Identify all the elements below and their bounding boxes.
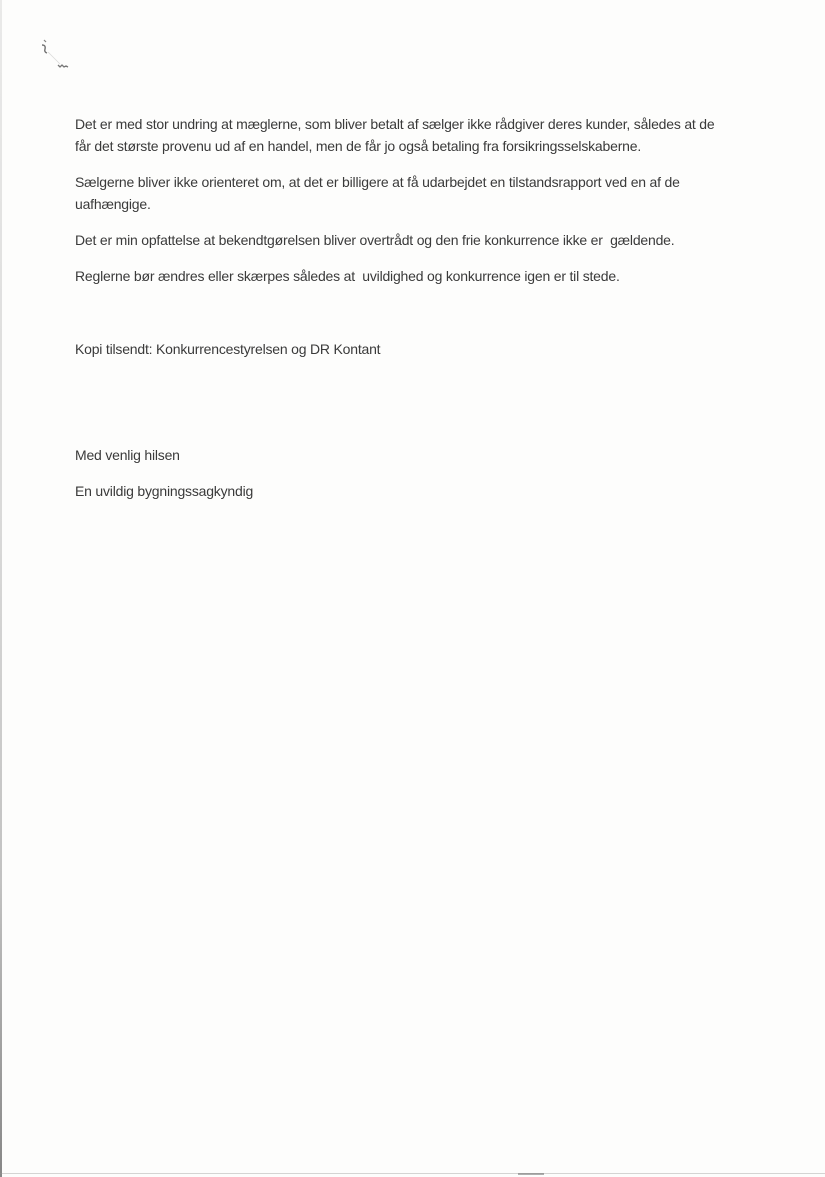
paragraph-2-line-2: uafhængige.	[75, 196, 151, 212]
paragraph-3-line-1: Det er min opfattelse at bekendtgørelsen bliver overtrådt og den frie konkurrence ikke er gældende.	[75, 232, 675, 248]
scan-edge-bottom-artifact	[0, 1173, 825, 1174]
cc-line	[75, 338, 775, 360]
paragraph-1-line-1: Det er med stor undring at mæglerne, som bliver betalt af sælger ikke rådgiver deres kunder, således at de	[75, 116, 715, 132]
cc-line-text: Kopi tilsendt: Konkurrencestyrelsen og DR Kontant	[75, 341, 381, 357]
paragraph-2	[75, 171, 775, 215]
paragraph-1-line-2: får det største provenu ud af en handel, men de får jo også betaling fra forsikringsselskaberne.	[75, 138, 642, 154]
pen-scribble-icon	[34, 32, 84, 77]
signature-text: En uvildig bygningssagkyndig	[75, 483, 254, 499]
scan-edge-left-artifact	[0, 0, 2, 1177]
paragraph-3	[75, 229, 775, 251]
letter-body	[75, 113, 775, 502]
scan-edge-bottom-dash-artifact	[518, 1173, 544, 1175]
paragraph-4-line-1: Reglerne bør ændres eller skærpes således at uvildighed og konkurrence igen er til stede.	[75, 268, 620, 284]
closing-text: Med venlig hilsen	[75, 447, 180, 463]
closing-line	[75, 444, 775, 466]
paragraph-4	[75, 265, 775, 287]
paragraph-2-line-1: Sælgerne bliver ikke orienteret om, at det er billigere at få udarbejdet en tilstandsrapport ved en af de	[75, 174, 680, 190]
paragraph-1	[75, 113, 775, 157]
signature-line	[75, 480, 775, 502]
